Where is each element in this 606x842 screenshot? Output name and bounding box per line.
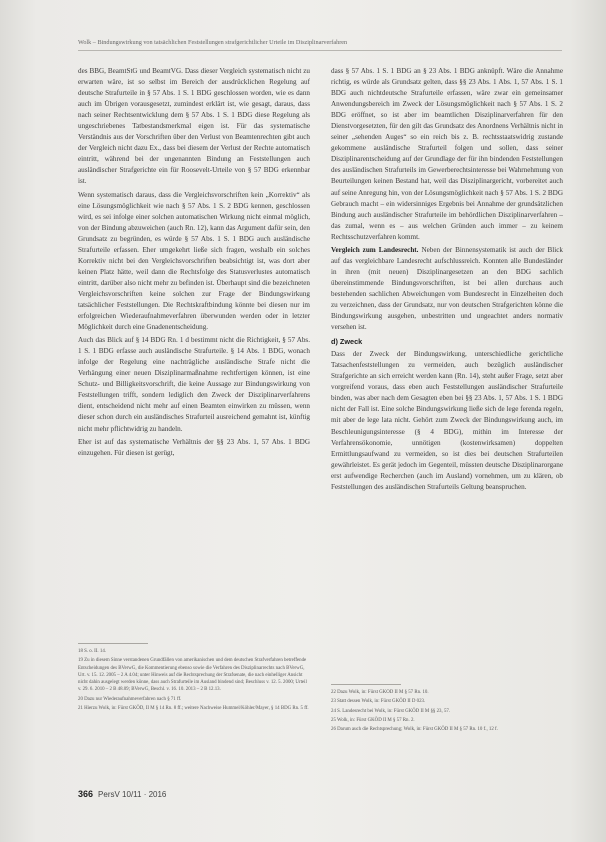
footnote: 22 Dazu Wolk, in: Fürst GKÖD II M § 57 Rn. 10. xyxy=(331,690,429,695)
section-paragraph: Dass der Zweck der Bindungswirkung, unterschiedliche gerichtliche Tatsachenfeststellungen zu vermeiden, auch bezüglich ausländischer Strafgerichte an sich erreicht werden kann (Rn. 14), steht außer Frage, setzt aber vorgreifend voraus, dass eben auch Feststellungen ausländischer Strafurteile binden, was aber nach dem Gesagten eben bei §§ 23 Abs. 1, 57 Abs. 1 S. 1 BDG nicht der Fall ist. Eine solche Bindungswirkung ließe sich de lege ferenda regeln, mit aber de lege lata nicht. Gehört zum Zweck der Bindungswirkung auch, im Beschleunigungsinteresse (§ 4 BDG), mithin im Interesse der Verfahrensökonomie, unnötigen (kostenwirksamen) doppelten Ermittlungsaufwand zu vermeiden, so ist dies bei deutschen Strafurteilen gewährleistet. Es gerät jedoch im Gegenteil, müssten deutsche Disziplinarorgane erst aufwendige Recherchen (auch im Ausland) vornehmen, um zu klären, ob Feststellungen des ausländischen Strafurteils Geltung beanspruchen. xyxy=(331,350,563,491)
footnote-rule-right xyxy=(331,684,401,685)
running-header: Wolk – Bindungswirkung von tatsächlichen Feststellungen strafgerichtlicher Urteile im Disziplinarverfahren xyxy=(78,39,348,46)
footnote: 18 S. o. II. 14. xyxy=(78,649,106,654)
footnote: 21 Hierzu Wolk, in: Fürst GKÖD, II M § 14 Rn. 8 ff.; weitere Nachweise Hummel/Köhler/Mayer, § 14 BDG Rn. 5 ff. xyxy=(78,706,309,712)
footnote: 20 Dazu nur Wiederaufnahmeverfahren nach § 71 ff. xyxy=(78,696,182,702)
journal-issue: PersV 10/11 · 2016 xyxy=(98,790,167,799)
left-paragraph: des BBG, BeamtStG und BeamtVG. Dass dieser Vergleich systematisch nicht zu erwarten wäre, ist so selbst im Bereich der ausdrücklichen Regelung auf deutsche Strafurteile in § 57 Abs. 1 S. 1 BDG geschlossen worden, wie es dann auch im Übrigen vorausgesetzt, zumindest erklärt ist, wie gesagt, daraus, dass nach seiner Rechtsentwicklung dem § 57 Abs. 1 S. 1 BDG diese Regelung als ungeschriebenes Tatbestandsmerkmal eigen ist. Für das systematische Verständnis aus der Vorschriften über den Verlust von Beamtenrechten gibt auch der Vergleich nicht dazu Ex., dass bei diesem der Verlust der Rechte automatisch eintritt, während bei der ungenannten Bindung an Feststellungen auch ausländischer Strafgerichte ein für Roosevelt-Urteile von § 57 BDG erkennbar ist. xyxy=(78,67,310,186)
page-footer xyxy=(78,789,166,799)
section-paragraph xyxy=(331,245,563,333)
right-column xyxy=(331,66,563,596)
footnote: 26 Darum auch die Rechtsprechung; Wolk, in: Fürst GKÖD II M § 57 Rn. 10 f., 12 f. xyxy=(331,727,498,733)
right-paragraph: dass § 57 Abs. 1 S. 1 BDG an § 23 Abs. 1 BDG anknüpft. Wäre die Annahme richtig, es würde als Grundsatz gelten, dass §§ 23 Abs. 1 Abs. 1, 57 Abs. 1 S. 1 BDG auch nichtdeutsche Strafurteile erfassen, wäre zwar ein gemeinsamer Anwendungsbereich im Zweck der Lösungsmöglichkeit nach § 57 Abs. 1 S. 2 BDG eröffnet, so ist aber im beamtlichen Disziplinarverfahren für den Dienstvorgesetzten, für den gilt das Grundsatz des Anordnens Verhältnis nicht in seiner „sehenden Auges“ so ein reich bis z. B. rechtsstaatswidrig zustande gekommene ausländische Strafurteil folgen und sollen, dass seiner Disziplinarentscheidung auf der Grundlage der für ihn bindenden Feststellungen des ausländischen Strafurteils im Gewerberechtsinteresse bei Wahrnehmung von Beurteilungen keinen Bestand hat, weil das Disziplinargericht, vorbereitet auch auf seine Anregung hin, von der Lösungsmöglichkeit nach § 57 Abs. 1 S. 2 BDG Gebrauch macht – ein widersinniges Ergebnis bei Annahme der grundsätzlichen Bindung auch ausländischer Strafurteile im behördlichen Disziplinarverfahren – das zumal, wenn es – aus welchen Gründen auch immer – zu keinem Rechtsschutzverfahren kommt. xyxy=(331,67,563,241)
footnote: 23 Statt dessen Wolk, in: Fürst GKÖD II D 023. xyxy=(331,699,426,705)
left-paragraph: Eher ist auf das systematische Verhältnis der §§ 23 Abs. 1, 57 Abs. 1 BDG einzugehen. Für diesen ist gerügt, xyxy=(78,437,310,457)
left-column xyxy=(78,66,310,638)
section-heading: d) Zweck xyxy=(331,337,363,347)
left-paragraph: Wenn systematisch daraus, dass die Vergleichsvorschriften kein „Korrektiv“ als eine Lösungsmöglichkeit wie nach § 57 Abs. 1 S. 2 BDG kennen, geschlossen wird, es sei infolge einer solchen automatischen Wirkung nicht einmal möglich, von der Bindung abzuweichen (auch Rn. 12), kann das Argument dafür sein, den Grundsatz zu begründen, es würde § 57 Abs. 1 S. 1 BDG auch ausländische Strafurteile erfassen. Eher umgekehrt ließe sich fragen, weshalb ein solches Korrektiv nicht bei den Vergleichsvorschriften beabsichtigt ist, was dort aber keinen Platz hätte, weil dann die Rechtsfolge des Statusverlustes automatisch eintritt, darüber also nicht mehr zu befinden ist. Überhaupt sind die bezeichneten Vergleichsvorschriften keine solchen zur Frage der Bindungswirkung tatsächlicher Feststellungen. Die Rechtskraftbindung könnte bei diesen nur im erfolgreichen Wiederaufnahmeverfahren überwunden werden oder in letzter Möglichkeit durch eine Gnadenentscheidung. xyxy=(78,190,310,332)
left-paragraph: Auch das Blick auf § 14 BDG Rn. 1 d bestimmt nicht die Richtigkeit, § 57 Abs. 1 S. 1 BDG erfasse auch ausländische Strafurteile. § 14 Abs. 1 BDG, wonach infolge der Regelung eine nachträgliche ausländische Strafe nicht die Verhängung einer neuen Disziplinarmaßnahme rechtfertigen können, ist eine Schutz- und Billigkeitsvorschrift, die keine Aussage zur Bindungswirkung von Feststellungen trifft, sondern lediglich den Zweck der Disziplinarverfahrens dient, entscheidend nicht mehr auf einen Beamten einwirken zu müssen, wenn dieser schon durch ein ausländisches Strafurteil ausreichend gemahnt ist, künftig nicht mehr pflichtwidrig zu handeln. xyxy=(78,336,310,433)
section-text: Neben der Binnensystematik ist auch der Blick auf das vergleichbare Landesrecht aufschlussreich. Konnten alle Bundesländer in ihren (mit neuen) Disziplinargesetzen an den BDG sachlich übereinstimmende Bindungsvorschriften, ist bei allen durchaus auch bestehenden sachlichen Abweichungen vom Bundesrecht in Einzelheiten doch zu verzeichnen, dass der Grundsatz, nur von deutschen Strafgerichten könne die Bindungswirkung ausgehen, unbestritten und ungeachtet anders normativ versehen ist. xyxy=(331,245,563,332)
page-number: 366 xyxy=(78,789,94,799)
header-rule xyxy=(78,50,562,51)
footnote-rule-left xyxy=(78,643,148,644)
footnotes-left xyxy=(78,648,310,758)
footnotes-right xyxy=(331,689,563,759)
footnote: 25 Wolk, in: Fürst GKÖD II M § 57 Rn. 2. xyxy=(331,717,415,723)
footnote: 24 S. Landesrecht bei Wolk, in: Fürst GKÖD II M §§ 23, 57. xyxy=(331,708,451,714)
runin-heading: Vergleich zum Landesrecht. xyxy=(331,245,419,254)
footnote: 19 Zu in diesem Sinne verstandenen Grundfällen von amerikanischen und dem deutschen Strafverfahren betreffende Entscheidungen des BVerwG, die Kommentierung ebenso sowie die Verfahren des Disziplinarrechts nach BVerwG, Urt. v. 15. 12. 2005 – 2 A 4.04; unter Hinweis auf die Rechtsprechung der Strafsenate, die nach einhelliger Ansicht nicht dahin ausgelegt werden könne, dass auch Strafurteile im Ausland bindend sind; Beschluss v. 12. 5. 2000; Urteil v. 29. 6. 2010 – 2 B 48.09; BVerwG, Beschl. v. 16. 10. 2013 – 2 B 12.13. xyxy=(78,658,307,693)
